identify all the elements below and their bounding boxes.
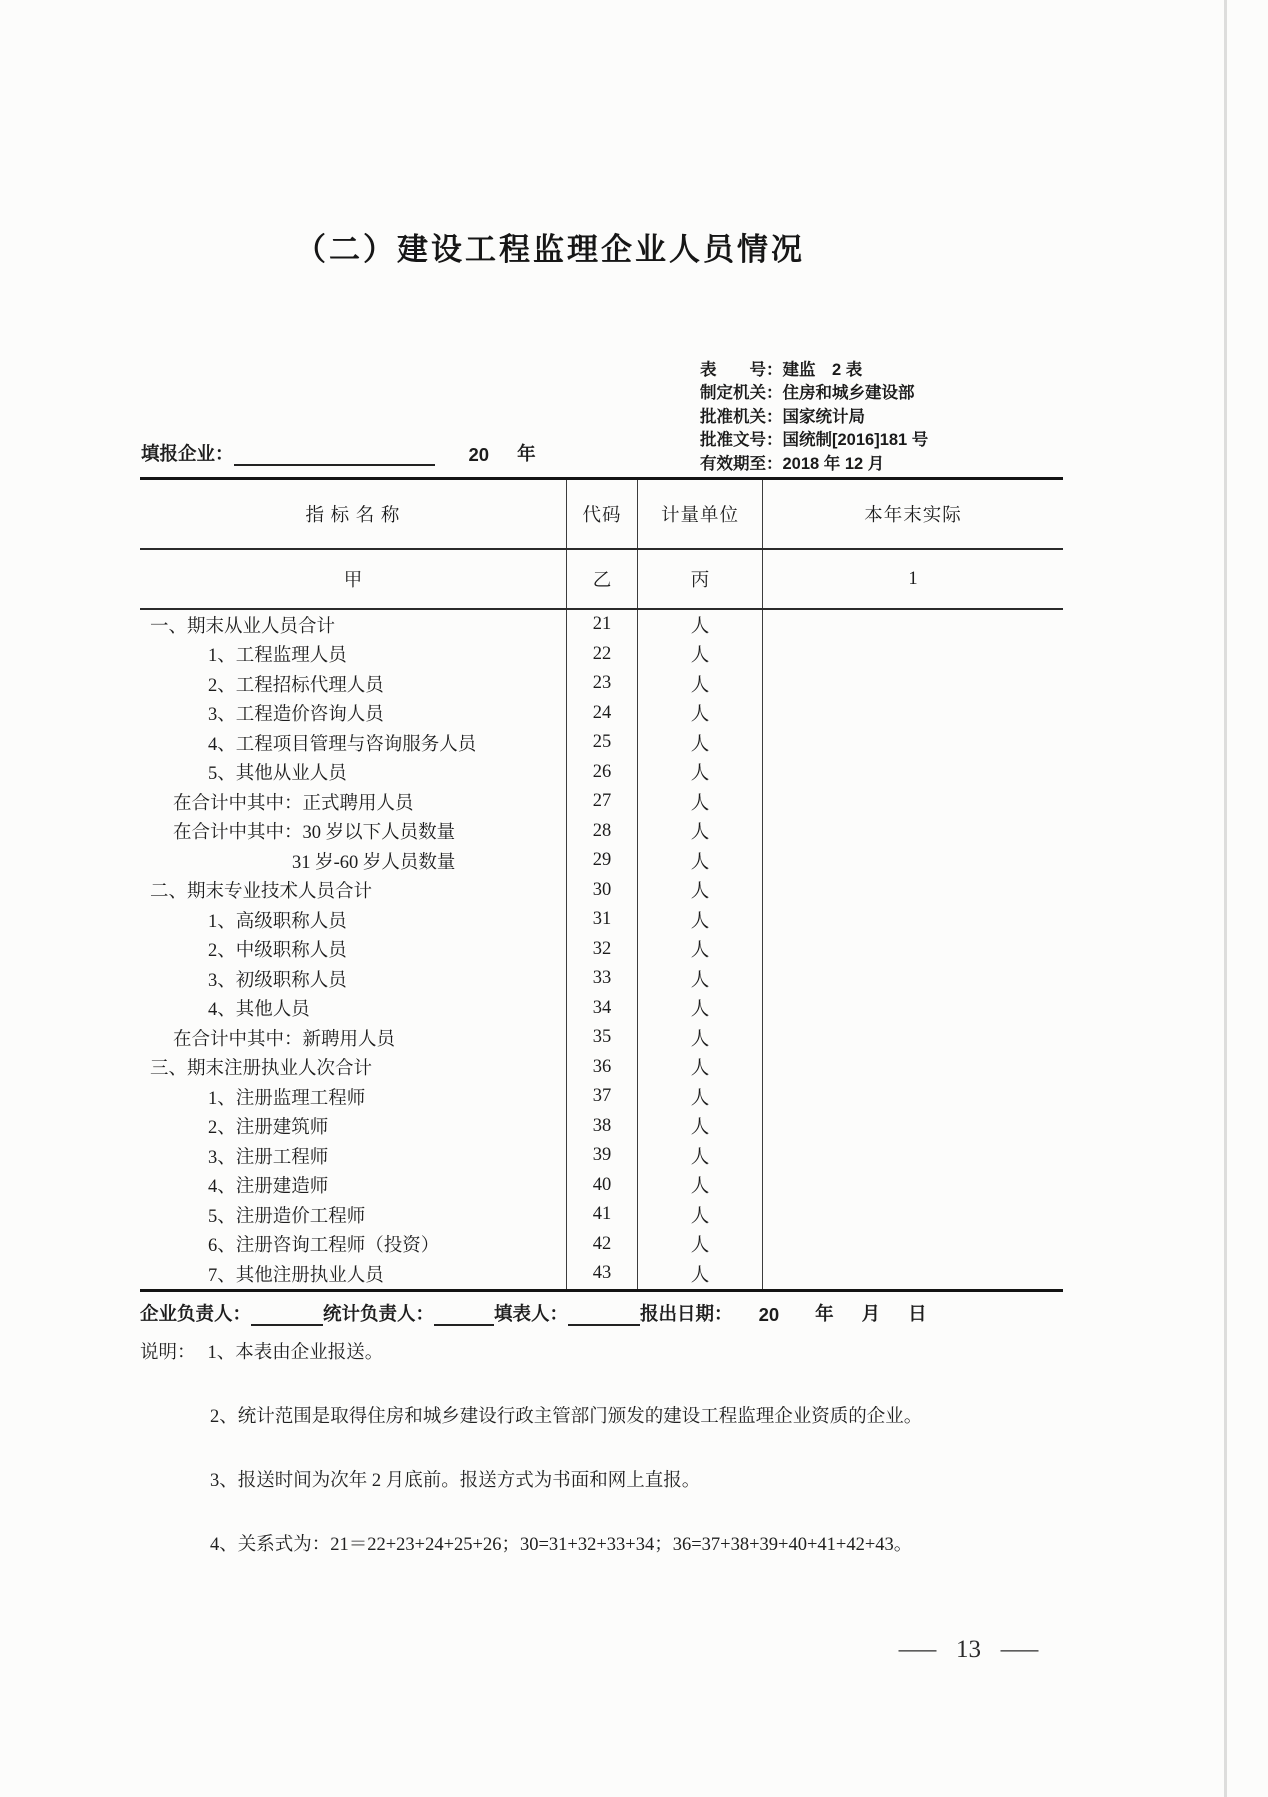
indicator-cell: 一、期末从业人员合计 — [140, 610, 567, 640]
table-row — [140, 817, 1063, 847]
indicator-cell: 4、工程项目管理与咨询服务人员 — [140, 728, 567, 758]
statistics-head-label: 统计负责人： — [323, 1303, 435, 1324]
table-row — [140, 1200, 1063, 1230]
indicator-cell: 1、高级职称人员 — [140, 905, 567, 935]
note-item-1: 1、本表由企业报送。 — [207, 1343, 384, 1363]
code-cell: 23 — [567, 669, 638, 699]
table-row — [140, 964, 1063, 994]
value-cell — [763, 610, 1063, 640]
code-cell: 41 — [567, 1200, 638, 1230]
unit-cell: 人 — [638, 1259, 763, 1289]
unit-cell: 人 — [638, 817, 763, 847]
table-row — [140, 728, 1063, 758]
code-cell: 24 — [567, 699, 638, 729]
subheader-bing: 丙 — [638, 550, 763, 608]
indicator-cell: 3、工程造价咨询人员 — [140, 699, 567, 729]
table-row — [140, 1053, 1063, 1083]
code-cell: 35 — [567, 1023, 638, 1053]
unit-cell: 人 — [638, 758, 763, 788]
form-meta-block — [700, 359, 928, 476]
notes-label: 说明： — [140, 1343, 196, 1363]
table-row — [140, 669, 1063, 699]
subheader-one: 1 — [908, 568, 918, 589]
unit-cell: 人 — [638, 1200, 763, 1230]
table-row — [140, 1141, 1063, 1171]
report-date-year-unit: 年 — [815, 1303, 834, 1324]
unit-cell: 人 — [638, 728, 763, 758]
indicator-cell: 5、注册造价工程师 — [140, 1200, 567, 1230]
unit-cell: 人 — [638, 1082, 763, 1112]
unit-cell: 人 — [638, 1053, 763, 1083]
value-cell — [763, 846, 1063, 876]
indicator-cell: 2、注册建筑师 — [140, 1112, 567, 1142]
table-row — [140, 876, 1063, 906]
note-item-3: 3、报送时间为次年 2 月底前。报送方式为书面和网上直报。 — [210, 1471, 701, 1491]
code-cell: 36 — [567, 1053, 638, 1083]
header-code: 代码 — [567, 480, 638, 548]
value-cell — [763, 964, 1063, 994]
scan-artifact-line — [1224, 0, 1227, 1797]
value-cell — [763, 728, 1063, 758]
note-row-4 — [140, 1532, 1100, 1559]
unit-cell: 人 — [638, 935, 763, 965]
table-row — [140, 699, 1063, 729]
page-title: （二）建设工程监理企业人员情况 — [295, 232, 805, 267]
reporting-enterprise-blank — [234, 447, 435, 466]
meta-approving-agency: 批准机关：国家统计局 — [700, 407, 865, 426]
code-cell: 29 — [567, 846, 638, 876]
value-cell — [763, 817, 1063, 847]
table-row — [140, 1259, 1063, 1289]
unit-cell: 人 — [638, 905, 763, 935]
reporting-enterprise-line — [141, 440, 536, 466]
meta-approval-doc-number: 批准文号：国统制[2016]181 号 — [700, 431, 929, 450]
unit-cell: 人 — [638, 699, 763, 729]
value-cell — [763, 758, 1063, 788]
table-subheader-row — [140, 550, 1063, 610]
code-cell: 34 — [567, 994, 638, 1024]
report-year-unit: 年 — [517, 443, 536, 464]
reporting-enterprise-label: 填报企业： — [141, 443, 234, 464]
indicator-cell: 3、初级职称人员 — [140, 964, 567, 994]
note-row-2 — [140, 1404, 1100, 1431]
meta-form-number: 表 号：建监 2 表 — [700, 361, 863, 379]
value-cell — [763, 1230, 1063, 1260]
value-cell — [763, 1082, 1063, 1112]
value-cell — [763, 699, 1063, 729]
page-number-left-dash: — — [898, 1636, 937, 1663]
note-row-3 — [140, 1468, 1100, 1495]
header-current-year-actual: 本年末实际 — [864, 506, 962, 526]
code-cell: 26 — [567, 758, 638, 788]
report-year-prefix: 20 — [468, 444, 490, 465]
unit-cell: 人 — [638, 1023, 763, 1053]
code-cell: 39 — [567, 1141, 638, 1171]
header-unit: 计量单位 — [638, 480, 763, 548]
indicator-cell: 5、其他从业人员 — [140, 758, 567, 788]
table-row — [140, 610, 1063, 640]
table-row — [140, 1082, 1063, 1112]
indicator-cell: 6、注册咨询工程师（投资） — [140, 1230, 567, 1260]
form-filler-label: 填表人： — [494, 1303, 569, 1324]
value-cell — [763, 640, 1063, 670]
report-date-year-prefix: 20 — [758, 1304, 780, 1325]
indicator-cell: 7、其他注册执业人员 — [140, 1259, 567, 1289]
indicator-cell: 3、注册工程师 — [140, 1141, 567, 1171]
meta-valid-until: 有效期至：2018 年 12 月 — [700, 454, 885, 473]
page-number-right-dash: — — [1000, 1636, 1039, 1663]
indicator-cell: 4、注册建造师 — [140, 1171, 567, 1201]
enterprise-head-blank — [251, 1306, 323, 1326]
table-row — [140, 1112, 1063, 1142]
note-item-4: 4、关系式为：21＝22+23+24+25+26；30=31+32+33+34；36=37+38+39+40+41+42+43。 — [210, 1535, 913, 1555]
code-cell: 21 — [567, 610, 638, 640]
page-number-value: 13 — [956, 1636, 981, 1663]
unit-cell: 人 — [638, 669, 763, 699]
meta-issuing-agency: 制定机关：住房和城乡建设部 — [700, 384, 915, 403]
report-date-month-unit: 月 — [861, 1303, 881, 1324]
code-cell: 31 — [567, 905, 638, 935]
code-cell: 28 — [567, 817, 638, 847]
indicator-cell: 在合计中其中：30 岁以下人员数量 — [140, 817, 567, 847]
report-date-label: 报出日期： — [640, 1303, 733, 1324]
value-cell — [763, 787, 1063, 817]
indicator-cell: 1、注册监理工程师 — [140, 1082, 567, 1112]
table-row — [140, 935, 1063, 965]
value-cell — [763, 994, 1063, 1024]
value-cell — [763, 1200, 1063, 1230]
table-row — [140, 1171, 1063, 1201]
report-date-day-unit: 日 — [908, 1303, 927, 1324]
table-body — [140, 610, 1063, 1289]
statistics-head-blank — [434, 1306, 494, 1326]
table-row — [140, 905, 1063, 935]
code-cell: 40 — [567, 1171, 638, 1201]
code-cell: 42 — [567, 1230, 638, 1260]
value-cell — [763, 1259, 1063, 1289]
table-row — [140, 787, 1063, 817]
header-indicator-name: 指 标 名 称 — [140, 480, 567, 548]
unit-cell: 人 — [638, 1112, 763, 1142]
table-row — [140, 1023, 1063, 1053]
indicator-cell: 31 岁-60 岁人员数量 — [140, 846, 567, 876]
unit-cell: 人 — [638, 1171, 763, 1201]
note-row-1 — [140, 1340, 1100, 1367]
subheader-jia: 甲 — [140, 550, 567, 608]
unit-cell: 人 — [638, 876, 763, 906]
unit-cell: 人 — [638, 787, 763, 817]
value-cell — [763, 1023, 1063, 1053]
table-row — [140, 846, 1063, 876]
code-cell: 32 — [567, 935, 638, 965]
value-cell — [763, 935, 1063, 965]
indicator-cell: 1、工程监理人员 — [140, 640, 567, 670]
code-cell: 33 — [567, 964, 638, 994]
code-cell: 25 — [567, 728, 638, 758]
value-cell — [763, 1141, 1063, 1171]
indicator-cell: 二、期末专业技术人员合计 — [140, 876, 567, 906]
form-filler-blank — [568, 1306, 640, 1326]
note-item-2: 2、统计范围是取得住房和城乡建设行政主管部门颁发的建设工程监理企业资质的企业。 — [210, 1407, 923, 1427]
indicator-cell: 三、期末注册执业人次合计 — [140, 1053, 567, 1083]
value-cell — [763, 669, 1063, 699]
code-cell: 43 — [567, 1259, 638, 1289]
value-cell — [763, 905, 1063, 935]
code-cell: 38 — [567, 1112, 638, 1142]
statistics-table — [140, 477, 1063, 1292]
code-cell: 30 — [567, 876, 638, 906]
table-row — [140, 640, 1063, 670]
unit-cell: 人 — [638, 846, 763, 876]
indicator-cell: 4、其他人员 — [140, 994, 567, 1024]
unit-cell: 人 — [638, 610, 763, 640]
table-row — [140, 758, 1063, 788]
indicator-cell: 在合计中其中：正式聘用人员 — [140, 787, 567, 817]
code-cell: 37 — [567, 1082, 638, 1112]
value-cell — [763, 1171, 1063, 1201]
signature-row — [140, 1300, 1080, 1326]
table-row — [140, 1230, 1063, 1260]
notes-section — [140, 1340, 1100, 1596]
page-number — [898, 1636, 1039, 1664]
unit-cell: 人 — [638, 1141, 763, 1171]
enterprise-head-label: 企业负责人： — [140, 1303, 252, 1324]
indicator-cell: 2、中级职称人员 — [140, 935, 567, 965]
table-row — [140, 994, 1063, 1024]
unit-cell: 人 — [638, 994, 763, 1024]
code-cell: 27 — [567, 787, 638, 817]
code-cell: 22 — [567, 640, 638, 670]
unit-cell: 人 — [638, 964, 763, 994]
table-header-row — [140, 480, 1063, 550]
unit-cell: 人 — [638, 640, 763, 670]
unit-cell: 人 — [638, 1230, 763, 1260]
indicator-cell: 2、工程招标代理人员 — [140, 669, 567, 699]
value-cell — [763, 1053, 1063, 1083]
subheader-yi: 乙 — [567, 550, 638, 608]
value-cell — [763, 876, 1063, 906]
indicator-cell: 在合计中其中：新聘用人员 — [140, 1023, 567, 1053]
value-cell — [763, 1112, 1063, 1142]
